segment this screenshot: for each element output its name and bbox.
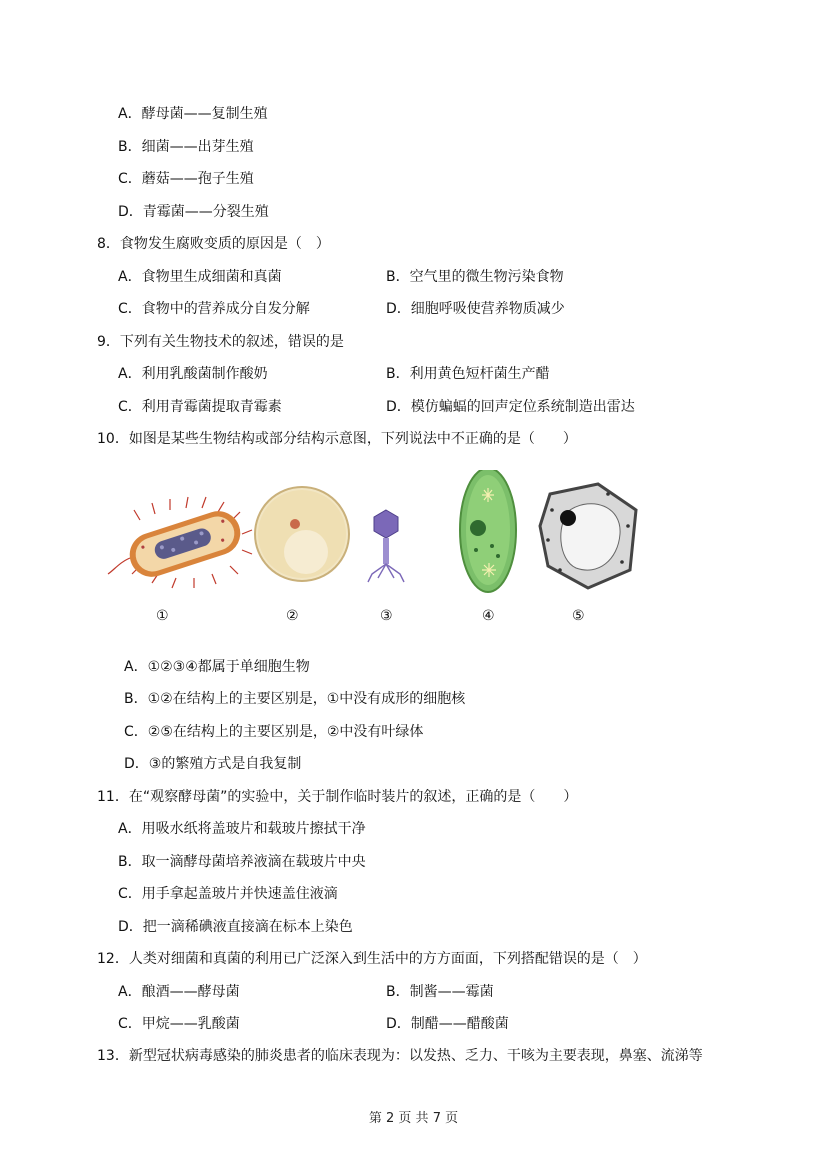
figure-label-3: ③ bbox=[380, 608, 393, 624]
plant-cell-image bbox=[540, 484, 636, 588]
q8-option-a: A．食物里生成细菌和真菌 bbox=[118, 269, 282, 285]
q9-option-c: C．利用青霉菌提取青霉素 bbox=[118, 399, 282, 415]
q12-option-b: B．制酱——霉菌 bbox=[386, 984, 494, 1000]
q12-stem: 12．人类对细菌和真菌的利用已广泛深入到生活中的方方面面，下列搭配错误的是（ ） bbox=[97, 951, 647, 967]
figure-label-5: ⑤ bbox=[572, 608, 585, 624]
page-footer: 第 2 页 共 7 页 bbox=[368, 1111, 459, 1126]
q10-stem: 10．如图是某些生物结构或部分结构示意图，下列说法中不正确的是（ ） bbox=[97, 431, 577, 447]
q10-option-c: C．②⑤在结构上的主要区别是，②中没有叶绿体 bbox=[124, 724, 424, 740]
figure-label-1: ① bbox=[156, 608, 169, 624]
q7-option-a: A．酵母菌——复制生殖 bbox=[118, 106, 268, 122]
q11-option-c: C．用手拿起盖玻片并快速盖住液滴 bbox=[118, 886, 338, 902]
q10-option-a: A．①②③④都属于单细胞生物 bbox=[124, 659, 310, 675]
q11-option-a: A．用吸水纸将盖玻片和载玻片擦拭干净 bbox=[118, 821, 366, 837]
q7-option-c: C．蘑菇——孢子生殖 bbox=[118, 171, 254, 187]
bacterium-image bbox=[108, 497, 252, 588]
q10-figure bbox=[100, 470, 660, 630]
q8-option-c: C．食物中的营养成分自发分解 bbox=[118, 301, 310, 317]
q9-stem: 9．下列有关生物技术的叙述，错误的是 bbox=[97, 334, 344, 350]
q7-option-b: B．细菌——出芽生殖 bbox=[118, 139, 254, 155]
q8-option-b: B．空气里的微生物污染食物 bbox=[386, 269, 564, 285]
q9-option-d: D．模仿蝙蝠的回声定位系统制造出雷达 bbox=[386, 399, 635, 415]
q9-option-b: B．利用黄色短杆菌生产醋 bbox=[386, 366, 550, 382]
green-cell-image bbox=[460, 470, 516, 592]
q11-option-b: B．取一滴酵母菌培养液滴在载玻片中央 bbox=[118, 854, 366, 870]
virus-image bbox=[368, 510, 404, 582]
round-cell-image bbox=[255, 487, 349, 581]
q12-option-c: C．甲烷——乳酸菌 bbox=[118, 1016, 240, 1032]
q12-option-d: D．制醋——醋酸菌 bbox=[386, 1016, 509, 1032]
q9-option-a: A．利用乳酸菌制作酸奶 bbox=[118, 366, 268, 382]
q10-option-d: D．③的繁殖方式是自我复制 bbox=[124, 756, 302, 772]
q8-option-d: D．细胞呼吸使营养物质减少 bbox=[386, 301, 565, 317]
q8-stem: 8．食物发生腐败变质的原因是（ ） bbox=[97, 236, 330, 252]
q10-option-b: B．①②在结构上的主要区别是，①中没有成形的细胞核 bbox=[124, 691, 466, 707]
q13-stem: 13．新型冠状病毒感染的肺炎患者的临床表现为：以发热、乏力、干咳为主要表现，鼻塞、流涕等 bbox=[97, 1048, 703, 1064]
q11-option-d: D．把一滴稀碘液直接滴在标本上染色 bbox=[118, 919, 353, 935]
q11-stem: 11．在“观察酵母菌”的实验中，关于制作临时装片的叙述，正确的是（ ） bbox=[97, 789, 578, 805]
organism-diagram bbox=[100, 470, 660, 630]
figure-label-2: ② bbox=[286, 608, 299, 624]
q12-option-a: A．酿酒——酵母菌 bbox=[118, 984, 240, 1000]
q7-option-d: D．青霉菌——分裂生殖 bbox=[118, 204, 269, 220]
figure-label-4: ④ bbox=[482, 608, 495, 624]
